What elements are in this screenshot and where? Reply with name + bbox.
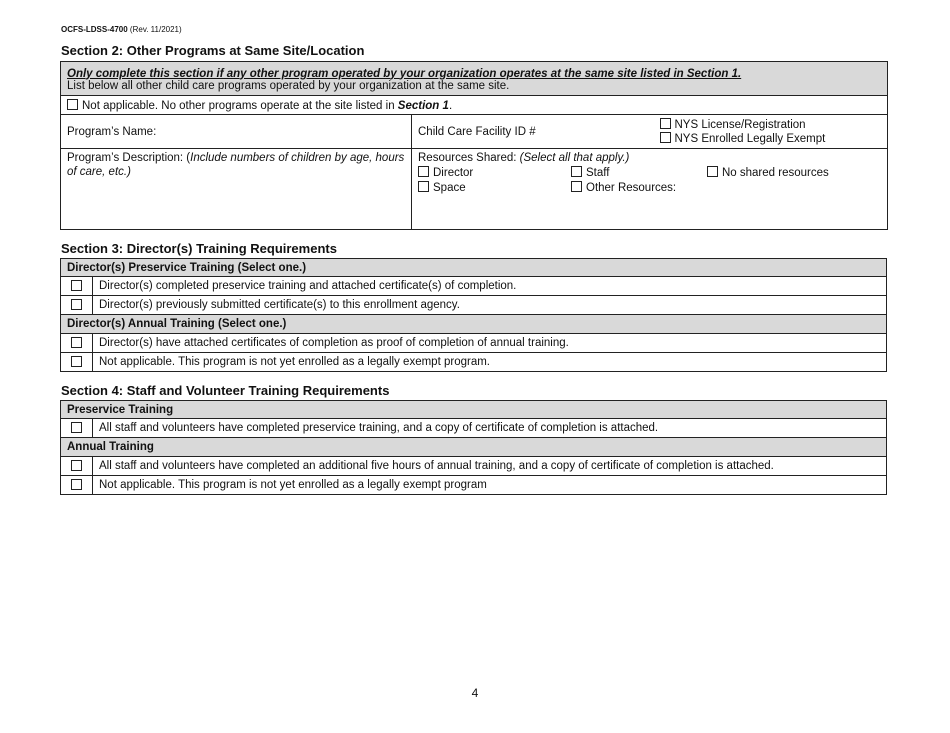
resources-label: Resources Shared: bbox=[418, 152, 520, 164]
director-preservice-option: Director(s) completed preservice training and attached certificate(s) of completion. bbox=[93, 277, 887, 296]
program-description-cell[interactable] bbox=[61, 149, 412, 230]
checkbox-cell[interactable] bbox=[61, 277, 93, 296]
checkbox[interactable] bbox=[571, 166, 582, 177]
resource-none[interactable]: No shared resources bbox=[707, 166, 829, 181]
resource-space[interactable]: Space bbox=[418, 181, 466, 196]
page-number: 4 bbox=[471, 686, 479, 700]
checkbox-cell[interactable] bbox=[61, 296, 93, 315]
checkbox-cell[interactable] bbox=[61, 353, 93, 372]
checkbox[interactable] bbox=[71, 422, 82, 433]
checkbox[interactable] bbox=[71, 356, 82, 367]
section2-instruction: Only complete this section if any other program operated by your organization operates at the same site listed in Section 1. bbox=[67, 67, 742, 80]
checkbox[interactable] bbox=[67, 99, 78, 110]
checkbox-cell[interactable] bbox=[61, 334, 93, 353]
resource-director[interactable]: Director bbox=[418, 166, 473, 181]
checkbox-cell[interactable] bbox=[61, 457, 93, 476]
checkbox-cell[interactable] bbox=[61, 476, 93, 495]
staff-preservice-option: All staff and volunteers have completed preservice training, and a copy of certificate of completion is attached. bbox=[93, 419, 887, 438]
section2-table bbox=[60, 61, 888, 230]
description-hint: Include numbers of children by age, hours of care, etc.) bbox=[67, 152, 405, 178]
resource-staff[interactable]: Staff bbox=[571, 166, 609, 181]
checkbox[interactable] bbox=[660, 132, 671, 143]
not-applicable-row[interactable]: Not applicable. No other programs operate at the site listed in Section 1. bbox=[61, 96, 888, 115]
section4-title: Section 4: Staff and Volunteer Training Requirements bbox=[61, 383, 390, 398]
director-preservice-option: Director(s) previously submitted certificate(s) to this enrollment agency. bbox=[93, 296, 887, 315]
license-option[interactable]: NYS License/Registration bbox=[660, 118, 882, 132]
section2-instruction-cell bbox=[61, 62, 888, 96]
not-applicable-text: Not applicable. No other programs operate at the site listed in bbox=[82, 99, 398, 112]
checkbox[interactable] bbox=[418, 181, 429, 192]
checkbox[interactable] bbox=[71, 460, 82, 471]
form-id bbox=[61, 25, 182, 34]
section2-title: Section 2: Other Programs at Same Site/Location bbox=[61, 43, 365, 58]
section2-list-note: List below all other child care programs operated by your organization at the same site. bbox=[67, 79, 510, 92]
director-annual-header: Director(s) Annual Training (Select one.) bbox=[61, 315, 887, 334]
checkbox[interactable] bbox=[71, 299, 82, 310]
section-ref: Section 1 bbox=[397, 99, 449, 112]
resource-other[interactable]: Other Resources: bbox=[571, 181, 676, 196]
checkbox[interactable] bbox=[660, 118, 671, 129]
director-annual-option: Not applicable. This program is not yet enrolled as a legally exempt program. bbox=[93, 353, 887, 372]
resources-hint: (Select all that apply.) bbox=[519, 152, 630, 164]
form-code: OCFS-LDSS-4700 bbox=[61, 25, 128, 34]
form-revision: (Rev. 11/2021) bbox=[129, 25, 182, 34]
description-label: Program’s Description: ( bbox=[67, 152, 191, 164]
staff-annual-option: Not applicable. This program is not yet enrolled as a legally exempt program bbox=[93, 476, 887, 495]
staff-annual-header: Annual Training bbox=[61, 438, 887, 457]
staff-annual-option: All staff and volunteers have completed an additional five hours of annual training, and a copy of certificate of completion is attached. bbox=[93, 457, 887, 476]
staff-preservice-header: Preservice Training bbox=[61, 401, 887, 419]
director-preservice-header: Director(s) Preservice Training (Select one.) bbox=[61, 259, 887, 277]
checkbox[interactable] bbox=[71, 479, 82, 490]
checkbox[interactable] bbox=[418, 166, 429, 177]
program-name-label: Program’s Name: bbox=[67, 125, 157, 138]
checkbox[interactable] bbox=[707, 166, 718, 177]
license-option[interactable]: NYS Enrolled Legally Exempt bbox=[660, 132, 882, 146]
checkbox[interactable] bbox=[71, 280, 82, 291]
checkbox[interactable] bbox=[71, 337, 82, 348]
facility-id-cell[interactable] bbox=[412, 115, 650, 149]
director-annual-option: Director(s) have attached certificates of completion as proof of completion of annual training. bbox=[93, 334, 887, 353]
resources-cell bbox=[412, 149, 888, 230]
license-type-cell bbox=[650, 115, 888, 149]
section3-table bbox=[60, 258, 887, 372]
checkbox-cell[interactable] bbox=[61, 419, 93, 438]
checkbox[interactable] bbox=[571, 181, 582, 192]
facility-id-label: Child Care Facility ID # bbox=[418, 125, 536, 138]
section3-title: Section 3: Director(s) Training Requirements bbox=[61, 241, 337, 256]
program-name-cell[interactable] bbox=[61, 115, 412, 149]
section4-table bbox=[60, 400, 887, 495]
